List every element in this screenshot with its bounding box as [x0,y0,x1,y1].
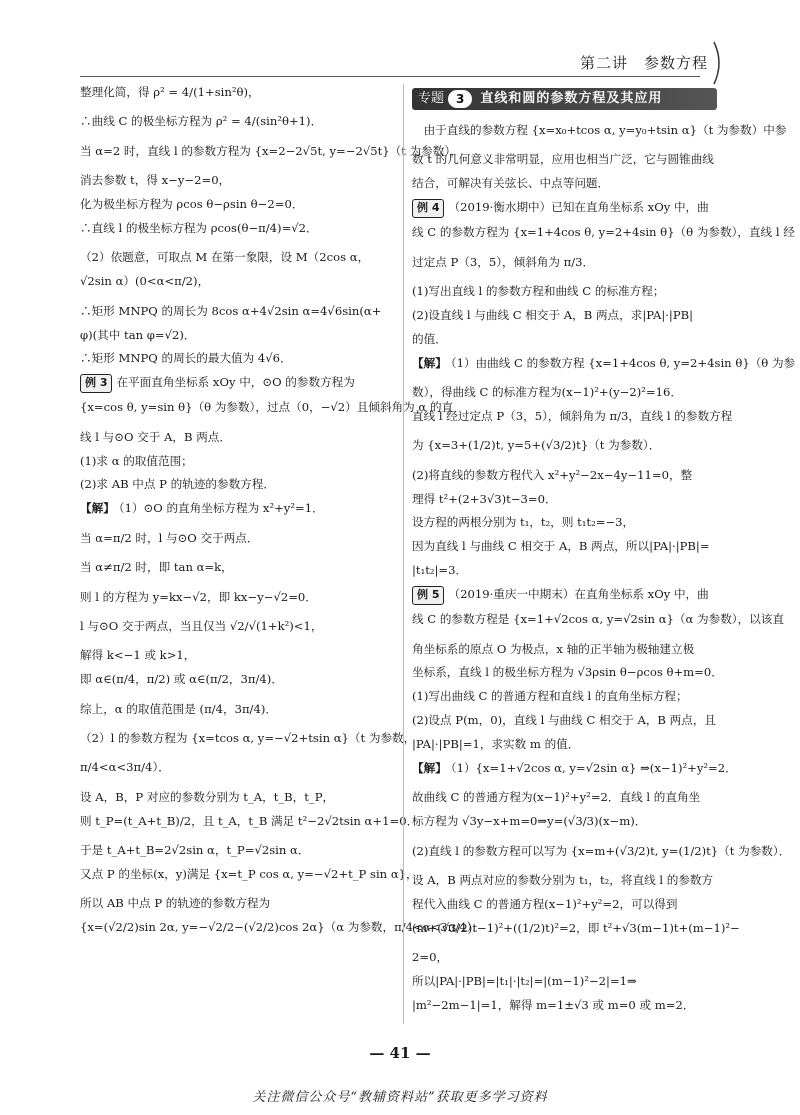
chapter-title: 第二讲 参数方程 [579,54,708,72]
text-line [80,196,394,213]
text-line [412,813,717,830]
text-line [80,453,394,470]
topic-banner [412,88,717,110]
text-content: ∴曲线 C 的极坐标方程为 ρ² = 4/(sin²θ+1)． [80,114,323,129]
text-line [412,896,717,913]
text-content: (2)将直线的参数方程代入 x²+y²−2x−4y−11=0，整 [412,467,693,482]
text-line [80,249,394,266]
solution-tag: 【解】 [80,501,115,516]
text-content: 解得 k<−1 或 k>1， [80,648,196,663]
text-line [412,973,717,990]
text-content: 当 α≠π/2 时，即 tan α=k， [80,560,233,575]
text-content: (1)求 α 的取值范围； [80,453,193,468]
text-content: （2019·重庆一中期末）在直角坐标系 xOy 中，曲 [448,587,709,602]
text-content: 化为极坐标方程为 ρcos θ−ρsin θ−2=0． [80,197,304,212]
text-content: 线 C 的参数方程为 {x=1+4cos θ, y=2+4sin θ}（θ 为参数），直线 l 经 [412,225,795,240]
example-badge: 例 3 [80,374,112,393]
text-line [80,701,394,718]
text-content: 标方程为 √3y−x+m=0⇒y=(√3/3)(x−m)． [412,814,647,829]
right-column [412,84,796,1021]
text-content: 程代入曲线 C 的普通方程(x−1)²+y²=2，可以得到 [412,896,678,911]
text-line [412,122,787,139]
text-content: {x=(√2/2)sin 2α, y=−√2/2−(√2/2)cos 2α}（α 为参数，π/4<α<3π/4）． [80,920,484,935]
solution-tag: 【解】 [412,760,447,775]
text-content: (2)设直线 l 与曲线 C 相交于 A，B 两点，求|PA|·|PB| [412,307,694,322]
text-line [412,408,733,425]
text-line [80,84,394,101]
text-line [80,113,394,130]
text-line [80,303,394,320]
text-line [80,759,394,776]
example-badge: 例 4 [412,199,444,218]
text-content: |m²−2m−1|=1，解得 m=1±√3 或 m=0 或 m=2． [412,998,695,1012]
solution-tag: 【解】 [412,355,447,370]
text-line [80,530,394,547]
text-content: 设 A，B 两点对应的参数分别为 t₁，t₂，将直线 l 的参数方 [412,873,714,888]
text-line [412,760,737,777]
text-line [80,866,418,883]
text-line [412,920,740,937]
text-line [412,437,717,454]
text-line [412,736,717,753]
text-content: (m+(√3/2)t−1)²+((1/2)t)²=2，即 t²+√3(m−1)t+(m−1)²− [412,920,740,935]
text-content: l 与⊙O 交于两点，当且仅当 √2/√(1+k²)<1， [80,618,323,633]
text-content: 所以|PA|·|PB|=|t₁|·|t₂|=|(m−1)²−2|=1⇒ [412,974,637,989]
text-line [80,730,416,747]
text-line [412,949,717,966]
text-line [412,254,717,271]
text-content: |t₁t₂|=3． [412,563,468,578]
text-content: （1）⊙O 的直角坐标方程为 x²+y²=1． [118,501,324,516]
text-content: 则 t_P=(t_A+t_B)/2，且 t_A，t_B 满足 t²−2√2tsin α+1=0． [80,813,419,828]
text-line [412,331,717,348]
text-content: 又点 P 的坐标(x，y)满足 {x=t_P cos α, y=−√2+t_P sin α}， [80,866,418,881]
text-line [80,327,394,344]
text-content: ∴直线 l 的极坐标方程为 ρcos(θ−π/4)=√2． [80,220,318,235]
text-line [412,355,796,372]
text-line [412,611,784,628]
text-content: ∴矩形 MNPQ 的周长的最大值为 4√6． [80,351,292,366]
topic-number-badge: 3 [448,90,472,108]
text-content: π/4<α<3π/4）． [80,760,170,775]
text-content: 角坐标系的原点 O 为极点，x 轴的正半轴为极轴建立极 [412,641,695,656]
text-line [80,671,394,688]
text-line [80,399,454,416]
text-content: (1)写出直线 l 的参数方程和曲线 C 的标准方程； [412,283,665,298]
text-line [80,589,394,606]
column-divider [403,84,404,1024]
text-content: |PA|·|PB|=1，求实数 m 的值． [412,737,580,752]
text-line [80,172,394,189]
text-content: 过定点 P（3，5），倾斜角为 π/3． [412,254,595,269]
text-content: 数 t 的几何意义非常明显，应用也相当广泛，它与圆锥曲线 [412,152,714,167]
text-content: （1）由曲线 C 的参数方程 {x=1+4cos θ, y=2+4sin θ}（θ 为参 [450,355,796,370]
header-rule [80,76,700,77]
text-line [412,538,717,555]
text-content: (2)求 AB 中点 P 的轨迹的参数方程． [80,477,275,492]
text-content: 为 {x=3+(1/2)t, y=5+(√3/2)t}（t 为参数）． [412,438,661,453]
text-content: 因为直线 l 与曲线 C 相交于 A，B 两点，所以|PA|·|PB|= [412,539,710,554]
text-content: 结合，可解决有关弦长、中点等问题． [412,176,610,191]
text-line [412,641,717,658]
text-content: 数），得曲线 C 的标准方程为(x−1)²+(y−2)²=16． [412,385,682,400]
text-content: {x=cos θ, y=sin θ}（θ 为参数），过点（0，−√2）且倾斜角为 α 的直 [80,400,454,415]
text-line [80,143,462,160]
text-content: （1）{x=1+√2cos α, y=√2sin α} ⇒(x−1)²+y²=2． [450,760,737,775]
text-line [412,224,795,241]
text-line [412,199,717,218]
text-content: 直线 l 经过定点 P（3，5），倾斜角为 π/3，直线 l 的参数方程 [412,408,733,423]
page-number: — 41 — [369,1044,431,1062]
text-line [80,919,484,936]
text-line [80,350,394,367]
text-line [412,789,717,806]
text-content: 的值． [412,331,447,346]
text-line [412,384,717,401]
topic-title: 直线和圆的参数方程及其应用 [480,91,663,107]
text-line [412,843,791,860]
text-content: 坐标系，直线 l 的极坐标方程为 √3ρsin θ−ρcos θ+m=0． [412,665,723,680]
text-content: 所以 AB 中点 P 的轨迹的参数方程为 [80,896,271,911]
text-line [80,789,394,806]
text-content: 设方程的两根分别为 t₁，t₂，则 t₁t₂=−3， [412,515,635,530]
right-column-body [412,122,796,1014]
text-content: 由于直线的参数方程 {x=x₀+tcos α, y=y₀+tsin α}（t 为参数）中参 [412,123,787,137]
text-content: 当 α=π/2 时，l 与⊙O 交于两点． [80,530,259,545]
text-line [412,151,717,168]
text-content: 2=0， [412,950,449,965]
text-line [80,618,394,635]
text-line [80,476,394,493]
text-content: 在平面直角坐标系 xOy 中，⊙O 的参数方程为 [116,375,355,390]
text-line [80,895,394,912]
text-content: 于是 t_A+t_B=2√2sin α，t_P=√2sin α． [80,843,310,858]
text-line [412,307,717,324]
text-line [80,559,394,576]
text-content: φ)(其中 tan φ=√2)． [80,327,196,342]
text-line [412,688,717,705]
text-content: （2）l 的参数方程为 {x=tcos α, y=−√2+tsin α}（t 为参数， [80,730,416,745]
text-line [412,491,717,508]
text-content: 综上，α 的取值范围是 (π/4，3π/4)． [80,701,277,716]
text-content: 即 α∈(π/4，π/2) 或 α∈(π/2，3π/4)． [80,672,283,687]
text-line [412,586,717,605]
text-line [412,872,717,889]
text-content: （2）依题意，可取点 M 在第一象限，设 M（2cos α， [80,250,370,265]
text-content: 线 l 与⊙O 交于 A，B 两点． [80,429,231,444]
header-decoration-icon [712,40,724,86]
text-line [412,175,717,192]
text-line [80,500,394,517]
text-line [412,712,717,729]
footer-notice: 关注微信公众号“教辅资料站”获取更多学习资料 [252,1090,548,1105]
text-line [80,220,394,237]
text-line [80,429,394,446]
text-line [412,283,717,300]
text-content: ∴矩形 MNPQ 的周长为 8cos α+4√2sin α=4√6sin(α+ [80,303,382,318]
text-line [80,374,394,393]
text-content: (1)写出曲线 C 的普通方程和直线 l 的直角坐标方程； [412,689,688,704]
text-line [80,273,394,290]
text-content: 线 C 的参数方程是 {x=1+√2cos α, y=√2sin α}（α 为参数），以该直 [412,612,784,627]
topic-label: 专题 [418,91,445,107]
text-line [412,664,723,681]
text-content: （2019·衡水期中）已知在直角坐标系 xOy 中，曲 [448,200,709,215]
text-content: 故曲线 C 的普通方程为(x−1)²+y²=2．直线 l 的直角坐 [412,790,701,805]
text-content: 则 l 的方程为 y=kx−√2，即 kx−y−√2=0． [80,589,317,604]
text-line [412,997,717,1014]
text-line [80,842,394,859]
text-content: (2)设点 P(m，0)，直线 l 与曲线 C 相交于 A，B 两点，且 [412,713,717,728]
text-line [412,562,717,579]
text-content: (2)直线 l 的参数方程可以写为 {x=m+(√3/2)t, y=(1/2)t}（t 为参数）． [412,843,791,858]
text-content: 理得 t²+(2+3√3)t−3=0． [412,491,557,506]
text-line [412,514,717,531]
text-line [80,813,419,830]
text-content: 消去参数 t，得 x−y−2=0， [80,173,231,188]
text-content: 设 A，B，P 对应的参数分别为 t_A，t_B，t_P， [80,789,335,804]
example-badge: 例 5 [412,586,444,605]
text-content: 整理化简，得 ρ² = 4/(1+sin²θ)， [80,85,260,99]
text-content: 当 α=2 时，直线 l 的参数方程为 {x=2−2√5t, y=−2√5t}（t 为参数）， [80,143,462,158]
text-content: √2sin α）(0<α<π/2)， [80,274,210,289]
text-line [80,647,394,664]
text-line [412,467,717,484]
